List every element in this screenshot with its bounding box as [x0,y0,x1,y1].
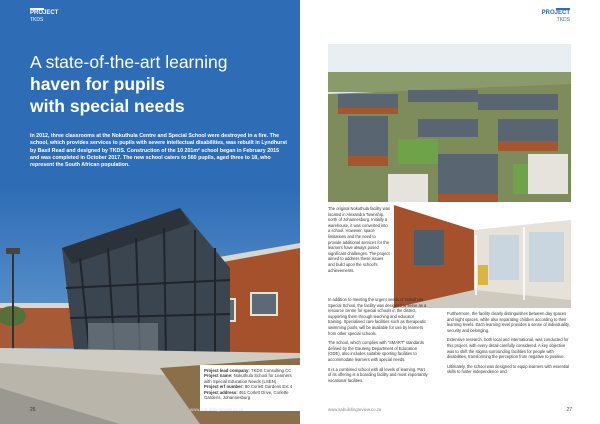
body-paragraph-6: Extensive research, both local and international, was conducted for this project, with every detail carefully considered. A key objective was to shift the stigma surrounding facilities for people with disabilities, transforming the perception from negative to positive. [447,337,569,360]
website-url-right: www.sabuildingreview.co.za [328,407,382,412]
body-column-2 [447,311,571,379]
right-page [300,0,600,424]
section-sub-label-right: TKDS [556,17,570,23]
body-paragraph-2: In addition to meeting the urgent needs of Nokuthula Special School, the facility was designed to serve as a resource centre for special schools in the district, supporting them through teaching and educator training. Specialised care facilities such as therapeutic swimming pools, will be available for use by learners from other special schools. [328,297,427,336]
section-label: PROJECT [30,10,59,16]
interior-corridor-photo [394,205,571,308]
headline-line-2: haven for pupils [30,74,166,94]
project-name-value: Nokuthula School for Learners with Special Education Needs (LSEN) [204,373,292,384]
project-address-value: 461 Corlett Drive, Corlette Gardens, Johannesburg [204,389,289,401]
body-paragraph-5: Furthermore, the facility clearly distinguishes between day spaces and night spaces, while also separating children according to their learning levels. Each learning level provides a sense of individuality, security and belonging. [447,311,570,333]
body-paragraph-1: The original Nokuthula facility was located in Alexandra Township, north of Johannesburg. Initially a warehouse, it was converted into a school. However, space limitations and the need to provide additional services for the learners have always posed significant challenges. The project aimed to address these issues and build upon the school's achievements. [328,206,390,273]
project-name-label: Project name: [204,373,233,379]
section-tag-right [542,10,570,24]
body-column-1-continued [328,297,428,387]
article-headline [30,51,290,117]
article-intro: In 2012, three classrooms at the Nokuthula Centre and Special School were destroyed in a fire. The school, which provides services to pupils with severe intellectual disabilities, was rebuilt in Lyndhurst by Basil Read and designed by TKDS. Construction of the 10 201m² school began in February 2015 and was completed in October 2017. The new school caters to 560 pupils, aged three to 18, who represent the South African population. [30,133,288,169]
body-paragraph-4: It is a combined school with all levels of learning. Part of its offering is a boarding facility and most importantly vocational facilities. [328,366,428,383]
body-paragraph-7: Ultimately, the school was designed to equip learners with essential skills to foster independence and [447,363,570,375]
project-address-label: Project address: [204,389,238,395]
aerial-campus-illustration [328,44,571,202]
page-number-right: 27 [566,407,572,413]
website-url-left: www.sabuildingreview.co.za [190,407,244,412]
headline-line-1: A state-of-the-art learning [30,52,228,72]
interior-corridor-illustration [394,205,571,308]
section-sub-label: TKDS [30,17,44,23]
project-info-box [200,365,300,411]
aerial-campus-photo [328,44,571,202]
body-paragraph-3: The school, which complies with "SMART" standards defined by the Gauteng Department of Education (GDE), also includes suitable sporting facilities to accommodate learners with special needs. [328,340,424,362]
section-label-right: PROJECT [541,10,570,16]
body-column-1 [328,206,390,277]
section-tag [30,10,58,24]
lead-company-label: Project lead company: [204,368,250,373]
erf-number-value: 80 Corlett Gardens Ext 4 [244,384,293,390]
lead-company-value: TKDS Consulting CC [250,368,292,373]
headline-line-3: with special needs [30,96,185,116]
erf-number-label: Project erf number: [204,384,244,390]
page-number-left: 26 [30,407,36,413]
